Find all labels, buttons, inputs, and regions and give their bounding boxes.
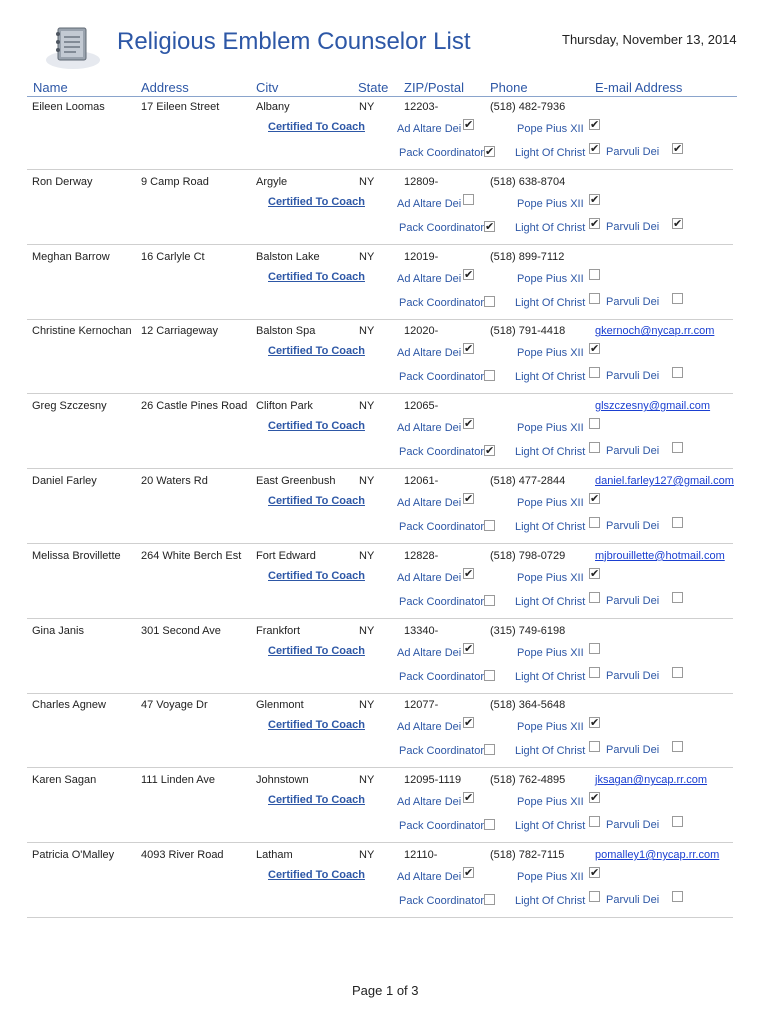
page-title: Religious Emblem Counselor List — [117, 28, 471, 55]
counselor-zip: 12203- — [404, 101, 439, 113]
counselor-state: NY — [359, 475, 375, 487]
pope-pius-checkbox[interactable]: ✔ — [590, 716, 600, 730]
parvuli-dei-checkbox[interactable] — [672, 816, 683, 827]
certified-to-coach-link[interactable]: Certified To Coach — [268, 869, 365, 881]
light-of-christ-label: Light Of Christ — [515, 371, 586, 384]
counselor-record — [0, 550, 770, 625]
counselor-email-link[interactable]: pomalley1@nycap.rr.com — [595, 849, 720, 861]
ad-altare-dei-label: Ad Altare Dei — [397, 497, 462, 509]
parvuli-dei-checkbox[interactable] — [672, 592, 683, 603]
column-header-zip: ZIP/Postal — [404, 80, 464, 95]
ad-altare-dei-label: Ad Altare Dei — [397, 272, 462, 285]
counselor-phone: (518) 477-2844 — [490, 475, 566, 487]
parvuli-dei-label: Parvuli Dei — [606, 295, 660, 308]
ad-altare-dei-checkbox[interactable]: ✔ — [464, 342, 474, 356]
counselor-name: Eileen Loomas — [32, 101, 105, 113]
counselor-state: NY — [359, 849, 375, 861]
record-divider — [27, 468, 733, 469]
record-divider — [27, 618, 733, 619]
counselor-zip: 12110- — [404, 849, 438, 861]
column-header-city: Citv — [256, 80, 279, 95]
certified-to-coach-link[interactable]: Certified To Coach — [268, 569, 365, 582]
counselor-state: NY — [359, 699, 375, 712]
ad-altare-dei-checkbox[interactable]: ✔ — [464, 566, 474, 580]
light-of-christ-label: Light Of Christ — [515, 820, 586, 833]
counselor-address: 26 Castle Pines Road — [141, 400, 248, 413]
parvuli-dei-label: Parvuli Dei — [606, 146, 660, 158]
notebook-icon — [44, 22, 102, 70]
counselor-name: Ron Derway — [32, 175, 93, 188]
counselor-name: Meghan Barrow — [32, 250, 110, 263]
counselor-phone: (518) 798-0729 — [490, 549, 566, 562]
counselor-email-link[interactable]: jksagan@nycap.rr.com — [595, 774, 708, 787]
parvuli-dei-label: Parvuli Dei — [606, 370, 660, 383]
light-of-christ-label: Light Of Christ — [515, 147, 586, 159]
pack-coordinator-label: Pack Coordinator — [399, 745, 484, 758]
ad-altare-dei-checkbox[interactable]: ✔ — [464, 866, 474, 879]
counselor-phone: (518) 791-4418 — [490, 325, 566, 338]
pack-coordinator-checkbox[interactable] — [484, 744, 495, 755]
pope-pius-checkbox[interactable] — [589, 269, 600, 280]
counselor-state: NY — [359, 250, 375, 263]
light-of-christ-label: Light Of Christ — [515, 521, 586, 533]
counselor-zip: 12061- — [404, 475, 439, 487]
counselor-record — [0, 849, 770, 924]
column-header-phone: Phone — [490, 80, 528, 95]
counselor-email-link[interactable]: daniel.farley127@gmail.com — [595, 475, 734, 487]
light-of-christ-checkbox[interactable] — [589, 891, 600, 902]
certified-to-coach-link[interactable]: Certified To Coach — [268, 345, 365, 358]
ad-altare-dei-checkbox[interactable] — [463, 194, 474, 205]
pack-coordinator-label: Pack Coordinator — [399, 521, 484, 533]
counselor-phone: (518) 782-7115 — [490, 849, 565, 861]
light-of-christ-label: Light Of Christ — [515, 296, 586, 309]
ad-altare-dei-label: Ad Altare Dei — [397, 347, 462, 360]
parvuli-dei-checkbox[interactable] — [672, 741, 683, 752]
light-of-christ-label: Light Of Christ — [515, 221, 586, 234]
counselor-record — [0, 101, 770, 176]
counselor-zip: 12077- — [404, 699, 439, 712]
pope-pius-label: Pope Pius XII — [517, 347, 584, 360]
counselor-address: 301 Second Ave — [141, 624, 221, 637]
counselor-city: Latham — [256, 849, 293, 861]
ad-altare-dei-label: Ad Altare Dei — [397, 871, 462, 883]
column-header-name: Name — [33, 80, 68, 95]
parvuli-dei-label: Parvuli Dei — [606, 445, 660, 458]
column-header-email: E-mail Address — [595, 80, 683, 95]
record-divider — [27, 244, 733, 245]
counselor-zip: 12809- — [404, 175, 439, 188]
pack-coordinator-checkbox[interactable] — [484, 894, 495, 905]
light-of-christ-label: Light Of Christ — [515, 446, 586, 459]
record-divider — [27, 393, 733, 394]
pope-pius-checkbox[interactable]: ✔ — [590, 192, 600, 206]
counselor-zip: 12020- — [404, 325, 439, 338]
counselor-address: 12 Carriageway — [141, 325, 219, 338]
pope-pius-label: Pope Pius XII — [517, 721, 584, 734]
pope-pius-label: Pope Pius XII — [517, 422, 584, 435]
pope-pius-label: Pope Pius XII — [517, 123, 584, 135]
parvuli-dei-checkbox[interactable] — [672, 667, 683, 678]
counselor-address: 9 Camp Road — [141, 175, 209, 188]
ad-altare-dei-checkbox[interactable]: ✔ — [464, 641, 474, 655]
counselor-phone: (518) 899-7112 — [490, 250, 565, 263]
counselor-city: East Greenbush — [256, 475, 336, 487]
certified-to-coach-link[interactable]: Certified To Coach — [268, 420, 365, 433]
counselor-email-link[interactable]: gkernoch@nycap.rr.com — [595, 325, 715, 338]
ad-altare-dei-checkbox[interactable]: ✔ — [464, 118, 474, 131]
counselor-address: 4093 River Road — [141, 849, 224, 861]
counselor-email-link[interactable]: glszczesny@gmail.com — [595, 400, 711, 413]
parvuli-dei-checkbox[interactable] — [672, 367, 683, 378]
counselor-phone: (518) 482-7936 — [490, 101, 566, 113]
certified-to-coach-link[interactable]: Certified To Coach — [268, 644, 365, 657]
counselor-name: Melissa Brovillette — [32, 549, 121, 562]
pope-pius-label: Pope Pius XII — [517, 871, 584, 883]
parvuli-dei-label: Parvuli Dei — [606, 669, 660, 682]
counselor-phone: (315) 749-6198 — [490, 624, 566, 637]
parvuli-dei-checkbox[interactable] — [672, 442, 683, 453]
light-of-christ-checkbox[interactable] — [589, 367, 600, 378]
counselor-record — [0, 475, 770, 550]
counselor-name: Gina Janis — [32, 624, 84, 637]
certified-to-coach-link[interactable]: Certified To Coach — [268, 495, 365, 507]
ad-altare-dei-label: Ad Altare Dei — [397, 796, 462, 809]
light-of-christ-checkbox[interactable]: ✔ — [590, 216, 600, 230]
light-of-christ-label: Light Of Christ — [515, 895, 586, 907]
pack-coordinator-checkbox[interactable] — [484, 296, 495, 307]
parvuli-dei-checkbox[interactable]: ✔ — [673, 142, 683, 155]
ad-altare-dei-checkbox[interactable]: ✔ — [464, 267, 474, 281]
counselor-state: NY — [359, 101, 375, 113]
counselor-city: Balston Lake — [256, 250, 320, 263]
certified-to-coach-link[interactable]: Certified To Coach — [268, 195, 365, 208]
column-header-state: State — [358, 80, 389, 95]
light-of-christ-checkbox[interactable] — [589, 442, 600, 453]
counselor-city: Johnstown — [256, 774, 309, 787]
ad-altare-dei-label: Ad Altare Dei — [397, 422, 462, 435]
parvuli-dei-label: Parvuli Dei — [606, 220, 660, 233]
counselor-zip: 12095-1119 — [404, 774, 462, 787]
counselor-phone: (518) 638-8704 — [490, 175, 566, 188]
certified-to-coach-link[interactable]: Certified To Coach — [268, 121, 365, 133]
record-divider — [27, 169, 733, 170]
ad-altare-dei-checkbox[interactable]: ✔ — [464, 417, 474, 431]
counselor-address: 47 Voyage Dr — [141, 699, 208, 712]
pope-pius-checkbox[interactable]: ✔ — [590, 118, 600, 131]
pope-pius-checkbox[interactable] — [589, 643, 600, 654]
record-divider — [27, 543, 733, 544]
counselor-email-link[interactable]: mjbrouillette@hotmail.com — [595, 549, 725, 562]
ad-altare-dei-label: Ad Altare Dei — [397, 197, 462, 210]
light-of-christ-label: Light Of Christ — [515, 670, 586, 683]
counselor-record — [0, 325, 770, 400]
pope-pius-checkbox[interactable]: ✔ — [590, 866, 600, 879]
counselor-address: 20 Waters Rd — [141, 475, 208, 487]
counselor-record — [0, 251, 770, 326]
counselor-name: Patricia O'Malley — [32, 849, 115, 861]
pope-pius-label: Pope Pius XII — [517, 571, 584, 584]
light-of-christ-checkbox[interactable]: ✔ — [590, 142, 600, 155]
certified-to-coach-link[interactable]: Certified To Coach — [268, 270, 365, 283]
counselor-zip: 12065- — [404, 400, 439, 413]
page-number: Page 1 of 3 — [352, 983, 419, 998]
counselor-record — [0, 699, 770, 774]
counselor-address: 17 Eileen Street — [141, 101, 220, 113]
counselor-city: Fort Edward — [256, 549, 316, 562]
counselor-record — [0, 176, 770, 251]
counselor-state: NY — [359, 175, 375, 188]
pope-pius-label: Pope Pius XII — [517, 796, 584, 809]
counselor-state: NY — [359, 774, 375, 787]
record-divider — [27, 693, 733, 694]
counselor-city: Balston Spa — [256, 325, 316, 338]
light-of-christ-label: Light Of Christ — [515, 595, 586, 608]
light-of-christ-checkbox[interactable] — [589, 741, 600, 752]
pack-coordinator-checkbox[interactable]: ✔ — [485, 444, 495, 458]
pack-coordinator-label: Pack Coordinator — [399, 296, 484, 309]
counselor-phone: (518) 364-5648 — [490, 699, 566, 712]
pack-coordinator-label: Pack Coordinator — [399, 820, 484, 833]
pope-pius-label: Pope Pius XII — [517, 197, 584, 210]
pope-pius-checkbox[interactable]: ✔ — [590, 492, 600, 505]
parvuli-dei-checkbox[interactable]: ✔ — [673, 216, 683, 230]
pope-pius-checkbox[interactable]: ✔ — [590, 791, 600, 805]
pope-pius-checkbox[interactable]: ✔ — [590, 566, 600, 580]
counselor-address: 264 White Berch Est — [141, 549, 242, 562]
pack-coordinator-checkbox[interactable] — [484, 595, 495, 606]
counselor-name: Karen Sagan — [32, 774, 97, 787]
parvuli-dei-label: Parvuli Dei — [606, 894, 660, 906]
ad-altare-dei-label: Ad Altare Dei — [397, 721, 462, 734]
counselor-name: Christine Kernochan — [32, 325, 132, 338]
counselor-zip: 13340- — [404, 624, 439, 637]
pope-pius-checkbox[interactable] — [589, 418, 600, 429]
pack-coordinator-checkbox[interactable] — [484, 520, 495, 531]
certified-to-coach-link[interactable]: Certified To Coach — [268, 794, 365, 807]
counselor-city: Frankfort — [256, 624, 301, 637]
light-of-christ-checkbox[interactable] — [589, 592, 600, 603]
counselor-zip: 12019- — [404, 250, 439, 263]
counselor-state: NY — [359, 400, 375, 413]
pack-coordinator-label: Pack Coordinator — [399, 595, 484, 608]
ad-altare-dei-checkbox[interactable]: ✔ — [464, 791, 474, 805]
counselor-record — [0, 625, 770, 700]
counselor-record — [0, 400, 770, 475]
pack-coordinator-label: Pack Coordinator — [399, 670, 484, 683]
counselor-address: 16 Carlyle Ct — [141, 250, 205, 263]
ad-altare-dei-label: Ad Altare Dei — [397, 646, 462, 659]
ad-altare-dei-checkbox[interactable]: ✔ — [464, 716, 474, 730]
header-divider — [27, 96, 737, 97]
record-divider — [27, 767, 733, 768]
ad-altare-dei-label: Ad Altare Dei — [397, 571, 462, 584]
ad-altare-dei-checkbox[interactable]: ✔ — [464, 492, 474, 505]
pope-pius-checkbox[interactable]: ✔ — [590, 342, 600, 356]
parvuli-dei-label: Parvuli Dei — [606, 819, 660, 832]
counselor-state: NY — [359, 549, 375, 562]
pack-coordinator-label: Pack Coordinator — [399, 221, 484, 234]
pope-pius-label: Pope Pius XII — [517, 646, 584, 659]
counselor-city: Argyle — [256, 175, 288, 188]
column-header-address: Address — [141, 80, 189, 95]
record-divider — [27, 917, 733, 918]
counselor-name: Charles Agnew — [32, 699, 106, 712]
pack-coordinator-checkbox[interactable] — [484, 670, 495, 681]
counselor-city: Albany — [256, 101, 290, 113]
counselor-phone: (518) 762-4895 — [490, 774, 566, 787]
certified-to-coach-link[interactable]: Certified To Coach — [268, 719, 365, 732]
pack-coordinator-label: Pack Coordinator — [399, 446, 484, 459]
counselor-city: Glenmont — [256, 699, 304, 712]
light-of-christ-checkbox[interactable] — [589, 517, 600, 528]
pack-coordinator-label: Pack Coordinator — [399, 371, 484, 384]
pack-coordinator-checkbox[interactable] — [484, 819, 495, 830]
counselor-state: NY — [359, 624, 375, 637]
light-of-christ-label: Light Of Christ — [515, 745, 586, 758]
parvuli-dei-checkbox[interactable] — [672, 517, 683, 528]
pope-pius-label: Pope Pius XII — [517, 272, 584, 285]
parvuli-dei-label: Parvuli Dei — [606, 594, 660, 607]
record-divider — [27, 319, 733, 320]
counselor-state: NY — [359, 325, 375, 338]
parvuli-dei-checkbox[interactable] — [672, 293, 683, 304]
pack-coordinator-label: Pack Coordinator — [399, 895, 484, 907]
light-of-christ-checkbox[interactable] — [589, 293, 600, 304]
ad-altare-dei-label: Ad Altare Dei — [397, 123, 462, 135]
pack-coordinator-checkbox[interactable]: ✔ — [485, 219, 495, 233]
counselor-zip: 12828- — [404, 549, 439, 562]
pack-coordinator-label: Pack Coordinator — [399, 147, 484, 159]
light-of-christ-checkbox[interactable] — [589, 816, 600, 827]
counselor-address: 111 Linden Ave — [141, 774, 216, 787]
parvuli-dei-label: Parvuli Dei — [606, 520, 660, 532]
pack-coordinator-checkbox[interactable] — [484, 370, 495, 381]
parvuli-dei-label: Parvuli Dei — [606, 744, 660, 757]
pack-coordinator-checkbox[interactable]: ✔ — [485, 145, 495, 158]
counselor-name: Daniel Farley — [32, 475, 97, 487]
parvuli-dei-checkbox[interactable] — [672, 891, 683, 902]
light-of-christ-checkbox[interactable] — [589, 667, 600, 678]
pope-pius-label: Pope Pius XII — [517, 497, 584, 509]
counselor-city: Clifton Park — [256, 400, 313, 413]
counselor-name: Greg Szczesny — [32, 400, 107, 413]
record-divider — [27, 842, 733, 843]
counselor-record — [0, 774, 770, 849]
report-date: Thursday, November 13, 2014 — [562, 32, 737, 47]
